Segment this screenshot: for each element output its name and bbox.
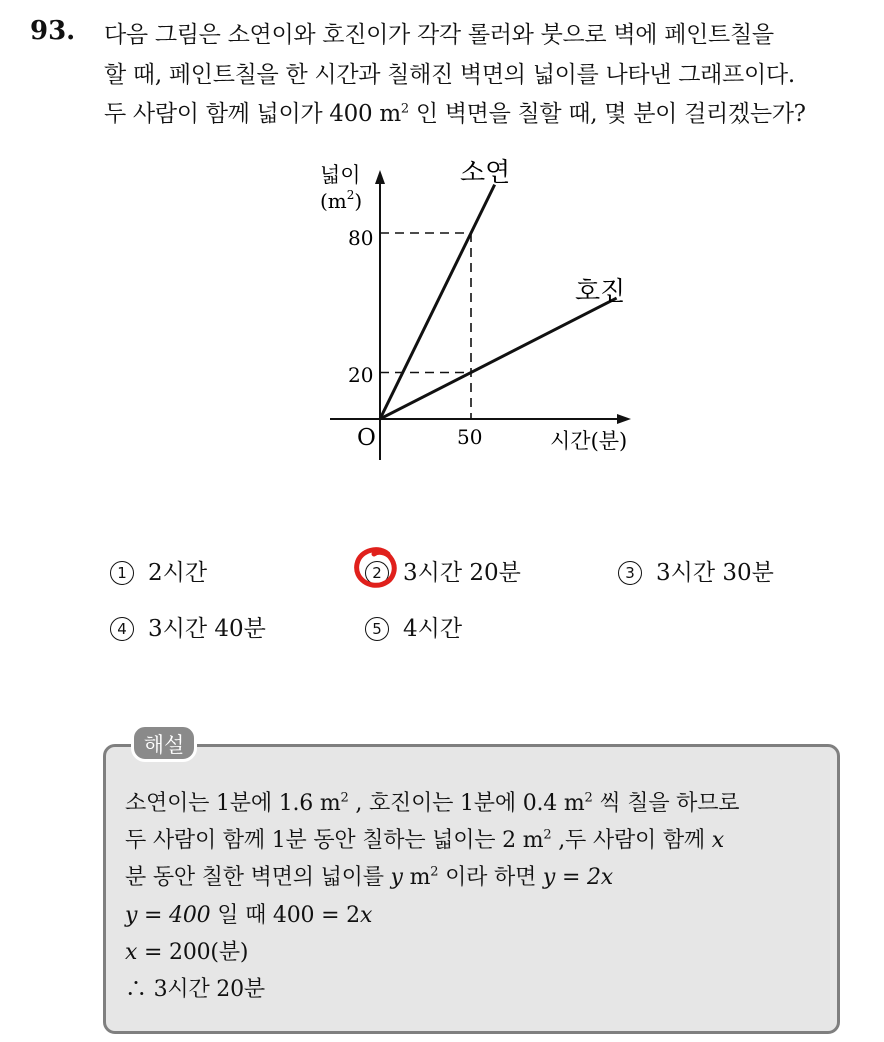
y-tick-80: 80 — [348, 226, 374, 250]
explanation-line-4 — [125, 898, 372, 929]
choice-5-text: 4시간 — [403, 616, 463, 642]
question-number: 93. — [30, 16, 76, 46]
e3-a: 분 동안 칠한 벽면의 넓이를 — [125, 865, 391, 890]
choice-4-number: 4 — [110, 617, 134, 641]
e3-unit: m — [402, 865, 431, 890]
choice-4[interactable] — [110, 610, 266, 643]
explanation-line-3 — [125, 860, 613, 891]
series-label-soyeon: 소연 — [460, 158, 511, 188]
e1-sup-2: 2 — [584, 790, 593, 806]
e3-e: 이라 하면 — [438, 865, 543, 890]
choice-1[interactable] — [110, 554, 207, 587]
e2-sup: 2 — [543, 827, 552, 843]
explanation-tab: 해설 — [131, 724, 197, 762]
e1-e: 씩 칠을 하므로 — [592, 791, 740, 816]
unit-open: (m — [320, 189, 347, 213]
e5-var-x: x — [125, 940, 138, 965]
explanation-line-6: ∴ 3시간 20분 — [125, 977, 265, 1002]
e1-sup-1: 2 — [340, 790, 349, 806]
explanation-line-5 — [125, 935, 248, 966]
answer-circle-mark — [352, 545, 402, 593]
e4-a: y = 400 — [125, 903, 211, 928]
question-line-3 — [104, 95, 806, 128]
e2-var-x: x — [711, 828, 724, 853]
y-axis-label: 넓이 — [320, 163, 361, 187]
area-unit-exponent: 2 — [400, 101, 409, 117]
question-line-1: 다음 그림은 소연이와 호진이가 각각 롤러와 붓으로 벽에 페인트칠을 — [104, 22, 774, 48]
e4-var-x: x — [359, 903, 373, 928]
question-line-2: 할 때, 페인트칠을 한 시간과 칠해진 벽면의 넓이를 나타낸 그래프이다. — [104, 62, 795, 88]
x-tick-50: 50 — [457, 425, 483, 449]
question-line-3-start: 두 사람이 함께 넓이가 400 m — [104, 101, 401, 127]
y-axis-unit — [320, 188, 362, 213]
series-label-hojin: 호진 — [575, 277, 626, 307]
unit-close: ) — [354, 189, 363, 213]
choice-2-text: 3시간 20분 — [403, 560, 521, 586]
e2-c: ,두 사람이 함께 — [551, 828, 712, 853]
explanation-line-1 — [125, 786, 739, 817]
x-axis-label: 시간(분) — [550, 429, 628, 453]
choice-1-text: 2시간 — [148, 560, 208, 586]
choice-2-number: 2 — [365, 561, 389, 585]
e5-b: = 200(분) — [137, 940, 249, 965]
choice-3-text: 3시간 30분 — [656, 560, 774, 586]
e4-b: 일 때 400 = 2 — [210, 903, 360, 928]
choice-4-text: 3시간 40분 — [148, 616, 266, 642]
e1-a: 소연이는 1분에 1.6 m — [125, 791, 341, 816]
choice-3[interactable] — [618, 554, 774, 587]
choice-3-number: 3 — [618, 561, 642, 585]
line-graph — [300, 150, 660, 480]
series-line-soyeon — [380, 185, 495, 419]
e3-sup: 2 — [430, 864, 439, 880]
answer-circle-stroke — [357, 550, 395, 586]
y-tick-20: 20 — [348, 363, 374, 387]
origin-label: O — [357, 425, 376, 451]
x-axis-arrow — [617, 414, 631, 424]
series-line-hojin — [380, 298, 617, 419]
choice-1-number: 1 — [110, 561, 134, 585]
choice-5-number: 5 — [365, 617, 389, 641]
e2-a: 두 사람이 함께 1분 동안 칠하는 넓이는 2 m — [125, 828, 544, 853]
question-line-3-end: 인 벽면을 칠할 때, 몇 분이 걸리겠는가? — [408, 101, 806, 127]
e1-c: , 호진이는 1분에 0.4 m — [348, 791, 585, 816]
y-axis-arrow — [375, 170, 385, 184]
choice-5[interactable] — [365, 610, 462, 643]
explanation-line-2 — [125, 823, 724, 854]
e3-var-y: y — [390, 865, 403, 890]
e3-equation: y = 2x — [542, 865, 613, 890]
unit-exponent: 2 — [346, 188, 355, 202]
